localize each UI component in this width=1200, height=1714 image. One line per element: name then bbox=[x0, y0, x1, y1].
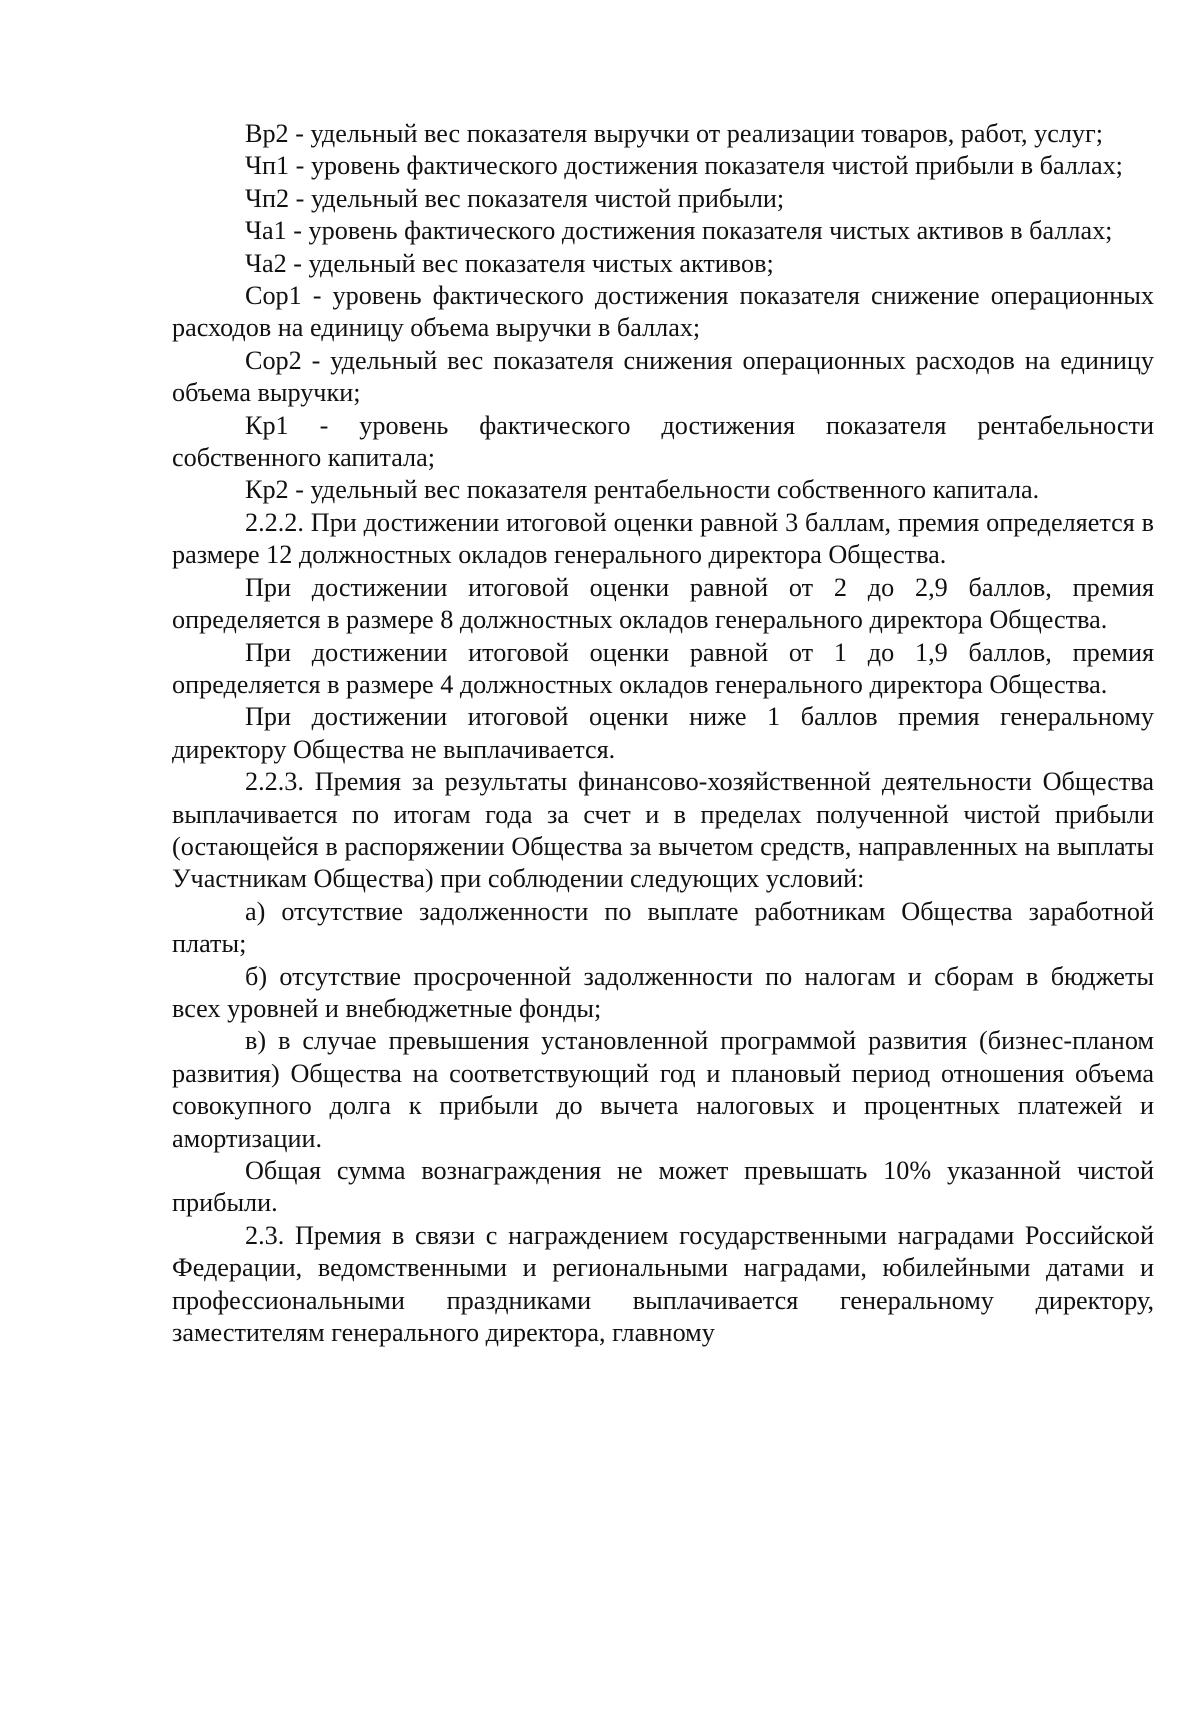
paragraph-condition-v: в) в случае превышения установленной программой развития (бизнес-планом развития) Общества на соответствующий год и плановый период отношения объема совокупного долга к прибыли до вычета налоговых и процентных платежей и амортизации. bbox=[172, 1026, 1154, 1153]
paragraph-chp2: Чп2 - удельный вес показателя чистой прибыли; bbox=[245, 183, 785, 213]
paragraph-total-limit: Общая сумма вознаграждения не может превышать 10% указанной чистой прибыли. bbox=[172, 1156, 1154, 1218]
paragraph-condition-a: а) отсутствие задолженности по выплате работникам Общества заработной платы; bbox=[172, 896, 1154, 959]
paragraph-sor2: Сор2 - удельный вес показателя снижения операционных расходов на единицу объема выручки; bbox=[172, 345, 1154, 408]
paragraph-condition-b: б) отсутствие просроченной задолженности по налогам и сборам в бюджеты всех уровней и внебюджетные фонды; bbox=[172, 961, 1154, 1023]
paragraph-2-2-3: 2.2.3. Премия за результаты финансово-хозяйственной деятельности Общества выплачивается по итогам года за счет и в пределах полученной чистой прибыли (остающейся в распоряжении Общества за вычетом средств, направленных на выплаты Участникам Общества) при соблюдении следующих условий: bbox=[172, 767, 1154, 894]
document-page bbox=[172, 118, 1154, 1349]
paragraph-sor1: Сор1 - уровень фактического достижения показателя снижение операционных расходов на единицу объема выручки в баллах; bbox=[172, 281, 1154, 343]
paragraph-cha1: Ча1 - уровень фактического достижения показателя чистых активов в баллах; bbox=[245, 216, 1113, 246]
paragraph-2-3: 2.3. Премия в связи с награждением государственными наградами Российской Федерации, ведомственными и региональными наградами, юбилейными датами и профессиональными праздниками выплачивается генеральному директору, заместителям генерального директора, главному bbox=[172, 1220, 1154, 1348]
paragraph-chp1: Чп1 - уровень фактического достижения показателя чистой прибыли в баллах; bbox=[245, 151, 1123, 181]
paragraph-cha2: Ча2 - удельный вес показателя чистых активов; bbox=[245, 248, 774, 278]
paragraph-2-2-2: 2.2.2. При достижении итоговой оценки равной 3 баллам, премия определяется в размере 12 должностных окладов генерального директора Общества. bbox=[172, 507, 1154, 570]
paragraph-vr2: Вр2 - удельный вес показателя выручки от реализации товаров, работ, услуг; bbox=[245, 119, 1104, 148]
paragraph-score-2-to-2-9: При достижении итоговой оценки равной от 2 до 2,9 баллов, премия определяется в размере 8 должностных окладов генерального директора Общества. bbox=[172, 572, 1154, 635]
paragraph-score-below-1: При достижении итоговой оценки ниже 1 баллов премия генеральному директору Общества не выплачивается. bbox=[172, 702, 1154, 764]
paragraph-score-1-to-1-9: При достижении итоговой оценки равной от 1 до 1,9 баллов, премия определяется в размере 4 должностных окладов генерального директора Общества. bbox=[172, 637, 1154, 699]
paragraph-kr2: Кр2 - удельный вес показателя рентабельности собственного капитала. bbox=[245, 475, 1040, 505]
paragraph-kr1: Кр1 - уровень фактического достижения показателя рентабельности собственного капитала; bbox=[172, 410, 1154, 473]
